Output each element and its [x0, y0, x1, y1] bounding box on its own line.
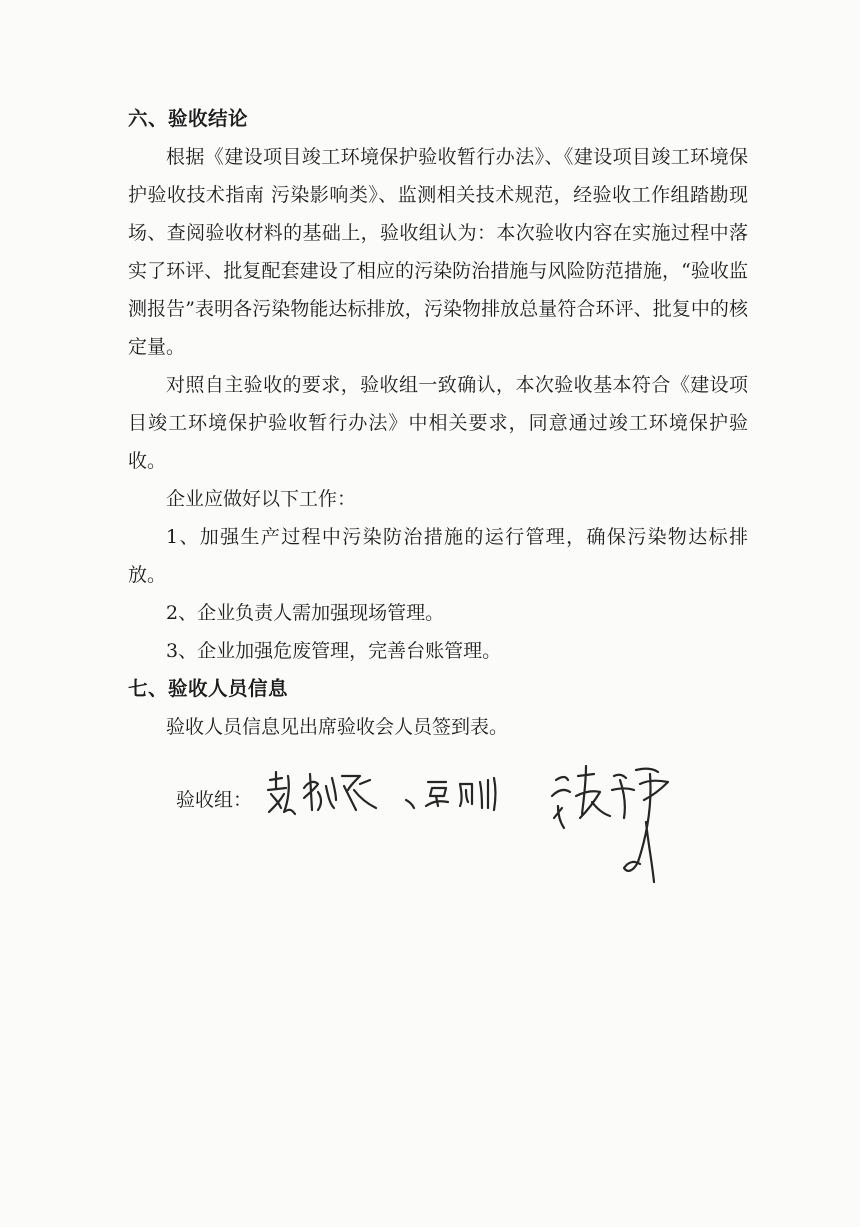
body-paragraph: 对照自主验收的要求，验收组一致确认，本次验收基本符合《建设项目竣工环境保护验收暂行办法》中相关要求，同意通过竣工环境保护验收。 [128, 374, 748, 472]
document-body [128, 100, 748, 746]
section-heading: 六、验收结论 [128, 107, 249, 130]
body-paragraph: 验收人员信息见出席验收会人员签到表。 [166, 716, 509, 738]
signature-block [176, 762, 736, 902]
handwritten-signature-1-icon [264, 768, 380, 816]
handwritten-signature-2-icon [402, 776, 512, 812]
list-item: 2、企业负责人需加强现场管理。 [166, 602, 445, 624]
body-paragraph: 根据《建设项目竣工环境保护验收暂行办法》、《建设项目竣工环境保护验收技术指南 污染影响类》、监测相关技术规范，经验收工作组踏勘现场、查阅验收材料的基础上，验收组认为：本次验收内容在实施过程中落实了环评、批复配套建设了相应的污染防治措施与风险防范措施，“验收监测报告”表明各污染物能达标排放，污染物排放总量符合环评、批复中的核定量。 [128, 146, 748, 358]
list-item: 3、企业加强危废管理，完善台账管理。 [166, 640, 502, 662]
list-item: 1、加强生产过程中污染防治措施的运行管理，确保污染物达标排放。 [128, 526, 748, 586]
body-paragraph: 企业应做好以下工作： [166, 488, 357, 510]
requirements-list [128, 518, 748, 670]
handwritten-signature-3-icon [548, 762, 676, 884]
signature-label: 验收组： [176, 789, 253, 811]
section-heading: 七、验收人员信息 [128, 677, 289, 700]
